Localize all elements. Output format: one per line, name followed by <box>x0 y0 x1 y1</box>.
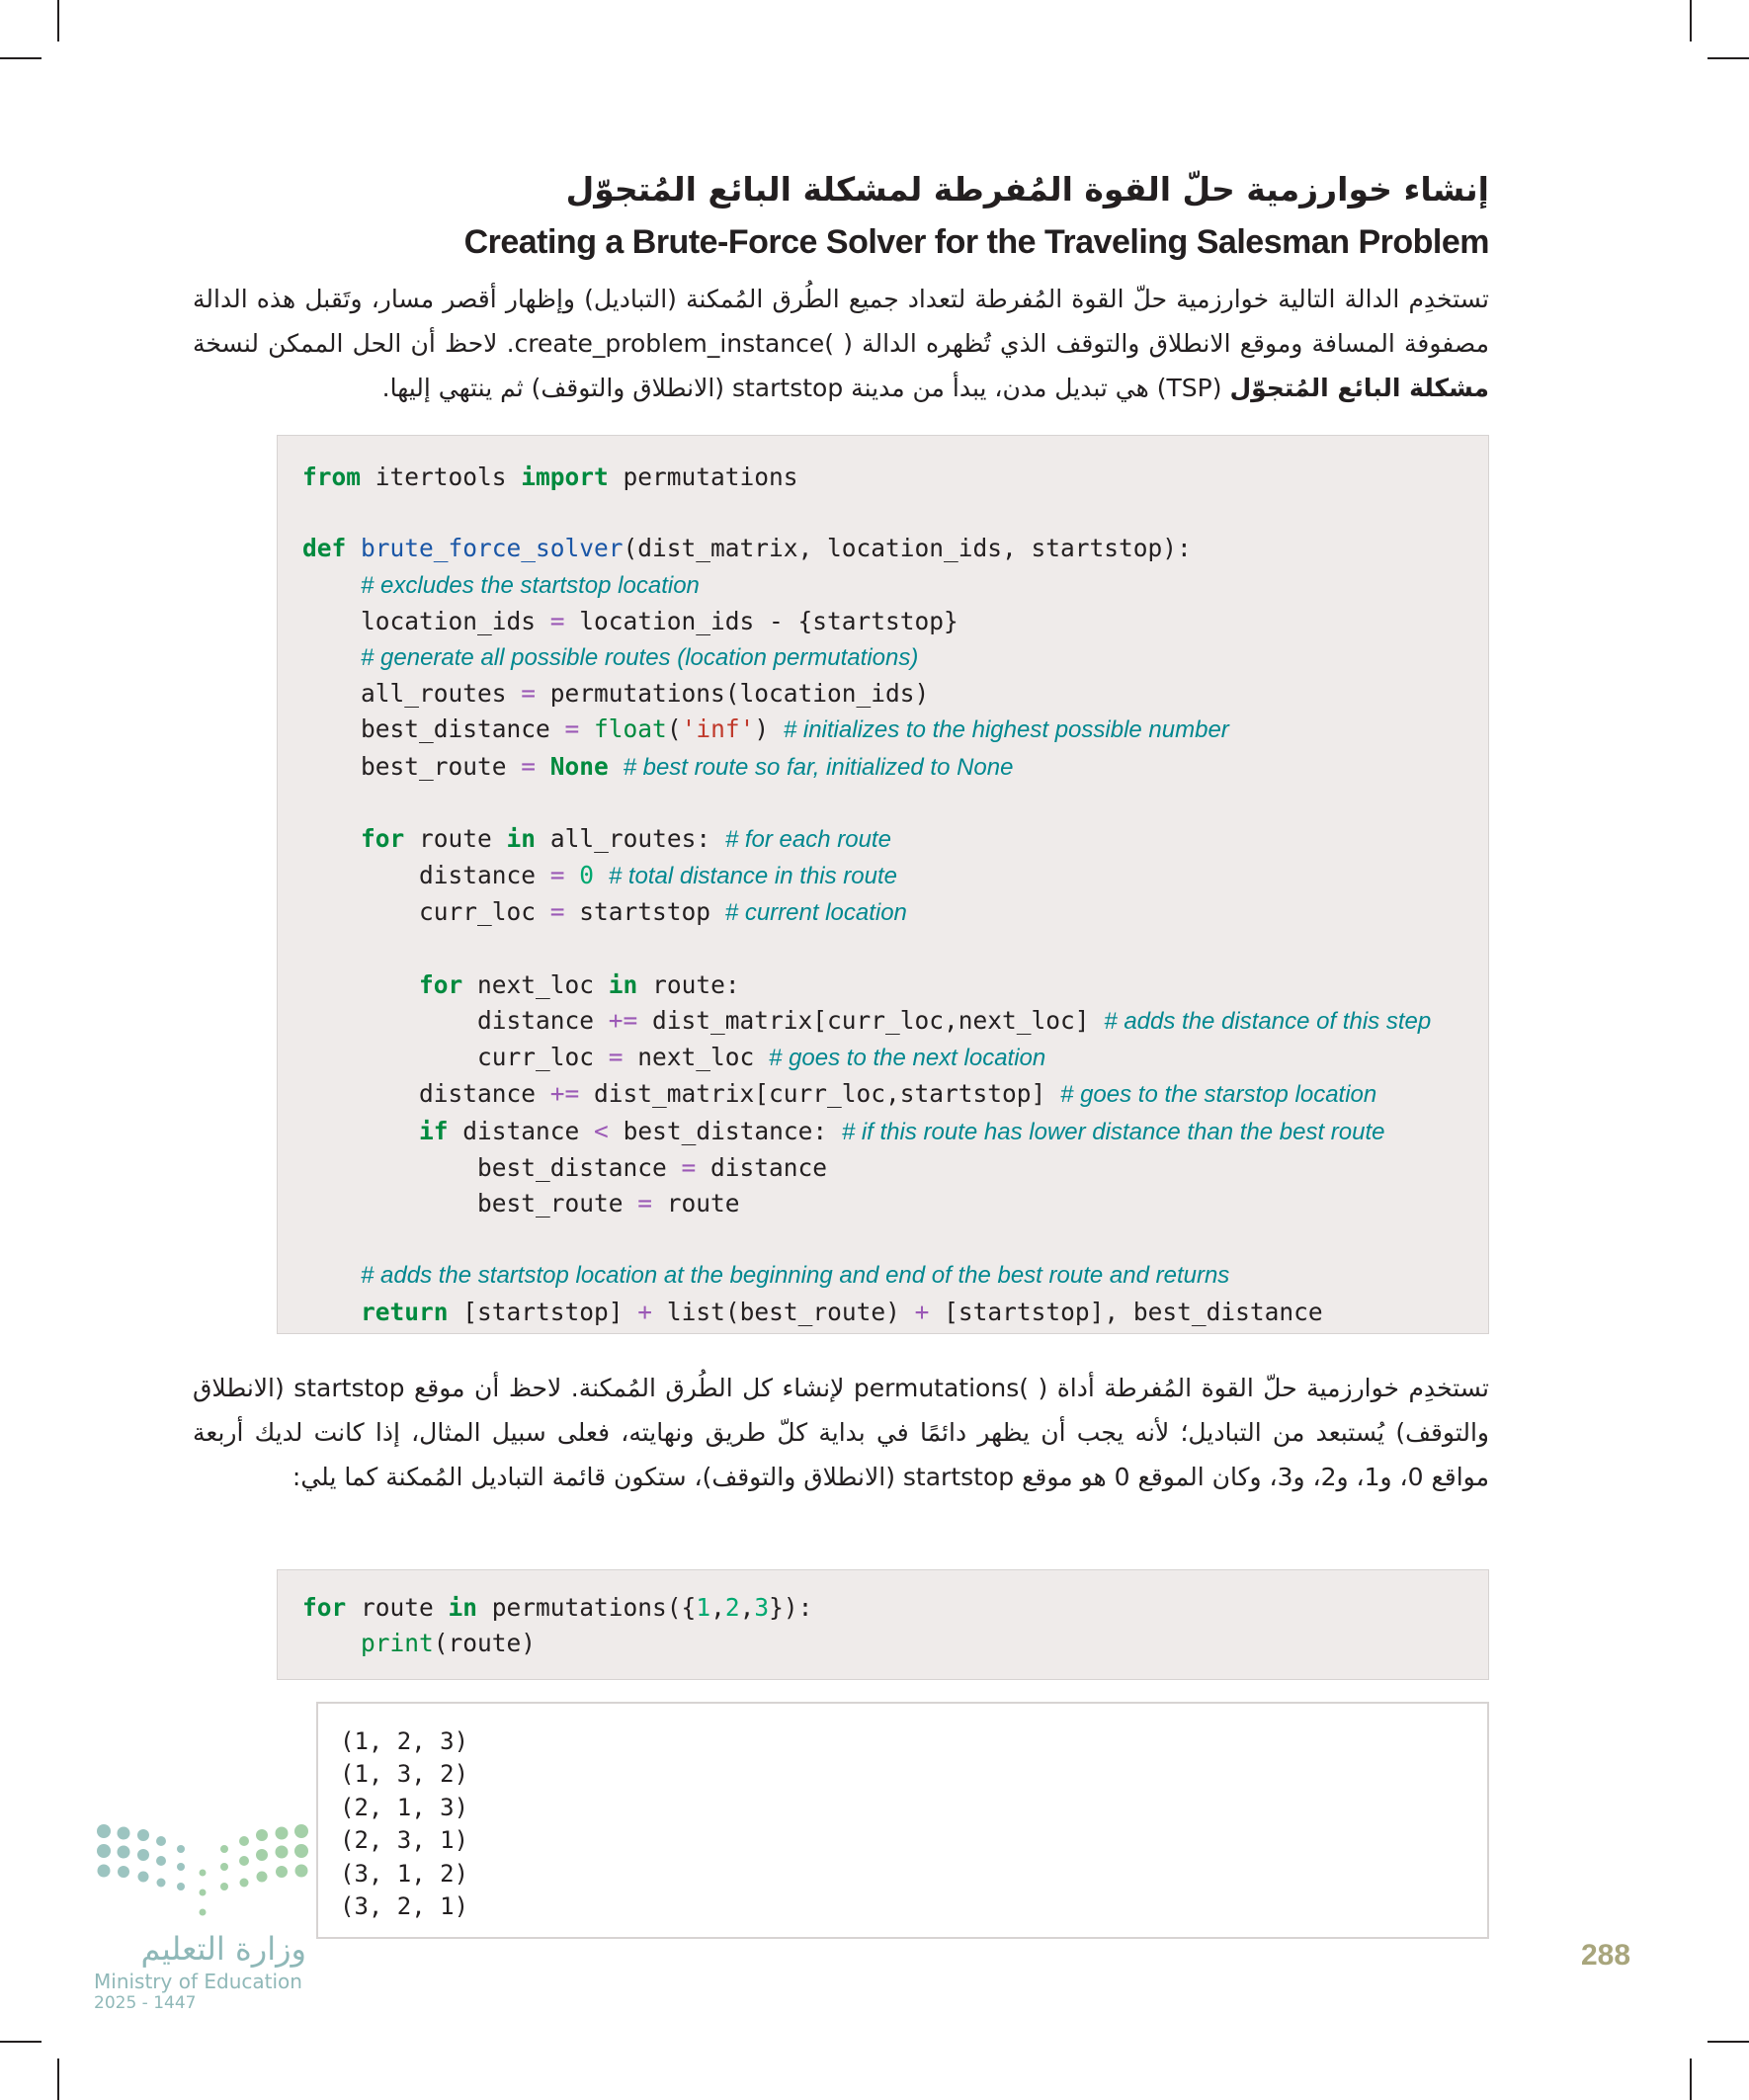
code-comment: # best route so far, initialized to None <box>623 753 1014 781</box>
code-line <box>302 821 1431 858</box>
code-keyword: for <box>302 1593 347 1622</box>
code-text: ) <box>754 714 784 744</box>
code-comment: # excludes the startstop location <box>361 571 700 599</box>
code-text <box>579 714 594 743</box>
code-number: 2 <box>724 1593 740 1622</box>
code-text: location_ids - {startstop} <box>564 606 958 635</box>
code-keyword: def <box>302 534 347 563</box>
code-comment: # generate all possible routes (location permutations) <box>361 644 919 672</box>
logo-dot <box>239 1856 249 1866</box>
code-comment: # for each route <box>724 826 891 854</box>
code-builtin: float <box>594 714 667 744</box>
code-line <box>302 1076 1431 1113</box>
code-text: all_routes <box>302 679 522 709</box>
intro-text-1: تستخدِم الدالة التالية خوارزمية حلّ القوة المُفرطة لتعداد جميع الطُرق المُمكنة (التباديل) وإظهار أقصر مسار، وتَقبل هذه الدالة مصفوفة المسافة وموقع الانطلاق والتوقف الذي تُظهره الدالة ( )create_problem_instance. لاحظ أن الحل الممكن لنسخة <box>193 285 1489 358</box>
code-operator: += <box>549 1079 580 1109</box>
logo-dot <box>294 1844 308 1858</box>
code-text: distance <box>302 1006 609 1036</box>
output-line: (2, 1, 3) <box>340 1793 469 1821</box>
crop-mark <box>1690 2058 1692 2100</box>
code-operator: + <box>637 1297 653 1326</box>
code-text <box>302 970 419 999</box>
logo-dot <box>177 1863 185 1871</box>
code-text: curr_loc <box>302 1043 609 1072</box>
logo-dot <box>118 1827 130 1840</box>
code-comment: # current location <box>724 899 907 927</box>
crop-mark <box>57 0 59 42</box>
code-text: all_routes: <box>536 824 725 854</box>
code-line <box>302 1114 1431 1150</box>
code-operator: = <box>549 606 565 635</box>
output-listing <box>340 1725 468 1923</box>
code-comment: # adds the startstop location at the beginning and end of the best route and returns <box>361 1262 1230 1290</box>
code-text: }): <box>769 1593 813 1622</box>
code-line <box>302 604 1431 639</box>
code-line <box>302 1221 1431 1257</box>
code-keyword: for <box>361 824 405 854</box>
code-comment: # initializes to the highest possible number <box>783 716 1229 744</box>
code-text: distance <box>696 1152 828 1182</box>
logo-dot <box>239 1836 249 1846</box>
code-line <box>302 1040 1431 1076</box>
logo-dot <box>295 1865 308 1878</box>
logo-dot <box>97 1844 111 1858</box>
crop-mark <box>0 2041 42 2043</box>
code-line <box>302 1150 1431 1186</box>
code-text <box>565 861 580 889</box>
logo-dot <box>256 1829 268 1841</box>
code-number: 3 <box>754 1593 770 1622</box>
code-comment: # goes to the next location <box>769 1045 1046 1072</box>
code-text: [startstop], best_distance <box>929 1297 1323 1326</box>
code-line <box>302 1590 812 1626</box>
logo-dot <box>98 1865 111 1878</box>
code-keyword: in <box>448 1593 478 1622</box>
crop-mark <box>57 2058 59 2100</box>
output-block <box>316 1702 1489 1939</box>
code-keyword: in <box>608 969 638 999</box>
code-operator: + <box>914 1297 930 1326</box>
code-line <box>302 1257 1431 1294</box>
logo-dot <box>220 1845 228 1853</box>
code-text <box>609 752 624 781</box>
code-line <box>302 786 1431 821</box>
code-text: itertools <box>361 462 522 491</box>
logo-arabic: وزارة التعليم <box>140 1930 306 1968</box>
logo-dot <box>157 1879 166 1888</box>
code-comment: # goes to the starstop location <box>1060 1081 1377 1109</box>
logo-english: Ministry of Education <box>94 1970 302 1993</box>
logo-dot <box>200 1890 207 1896</box>
code-line <box>302 712 1431 748</box>
english-heading: Creating a Brute-Force Solver for the Traveling Salesman Problem <box>463 223 1489 261</box>
crop-mark <box>0 57 42 59</box>
code-text <box>302 642 361 671</box>
code-text: ( <box>666 714 682 744</box>
code-text: permutations(location_ids) <box>536 679 930 709</box>
code-text: location_ids <box>302 606 550 635</box>
logo-dot <box>118 1846 130 1859</box>
code-line <box>302 967 1431 1003</box>
logo-dot <box>137 1829 149 1841</box>
code-text: dist_matrix[curr_loc,startstop] <box>579 1079 1061 1109</box>
code-text: [startstop] <box>448 1297 638 1326</box>
code-keyword: for <box>419 969 463 999</box>
code-text: startstop <box>564 897 725 927</box>
code-keyword: from <box>302 462 362 491</box>
code-keyword: None <box>549 751 609 781</box>
code-text <box>536 752 550 781</box>
logo-dot <box>276 1866 288 1878</box>
code-text: best_distance <box>302 714 565 744</box>
code-line <box>302 858 1431 894</box>
code-listing <box>302 1590 812 1661</box>
code-text: route <box>652 1189 740 1218</box>
code-line <box>302 1626 812 1661</box>
code-operator: += <box>608 1006 638 1036</box>
code-text: best_route <box>302 751 522 781</box>
code-text: permutations({ <box>477 1593 697 1622</box>
code-text <box>302 1298 361 1326</box>
logo-dot <box>138 1872 149 1883</box>
code-operator: = <box>681 1152 697 1182</box>
logo-dot <box>156 1836 166 1846</box>
code-line <box>302 639 1431 676</box>
code-text <box>302 1260 361 1289</box>
code-line <box>302 495 1431 531</box>
code-operator: = <box>637 1189 653 1218</box>
code-keyword: return <box>361 1297 449 1326</box>
logo-dot <box>276 1827 289 1840</box>
logo-dot <box>256 1849 268 1861</box>
code-operator: = <box>549 861 565 890</box>
intro-paragraph <box>193 277 1489 410</box>
code-operator: = <box>521 679 537 709</box>
code-line <box>302 531 1431 566</box>
code-text: distance <box>302 861 550 890</box>
code-line <box>302 1295 1431 1330</box>
code-text: list(best_route) <box>652 1297 915 1326</box>
code-text: , <box>739 1593 755 1622</box>
code-line <box>302 460 1431 495</box>
logo-year: 2025 - 1447 <box>94 1993 197 2013</box>
code-text: best_route <box>302 1189 638 1218</box>
code-line <box>302 749 1431 786</box>
code-operator: = <box>608 1043 624 1072</box>
code-line <box>302 1003 1431 1040</box>
code-text: route: <box>637 969 740 999</box>
output-line: (3, 2, 1) <box>340 1892 469 1921</box>
logo-dot <box>220 1863 228 1871</box>
logo-dot <box>220 1883 228 1890</box>
code-text: , <box>710 1593 725 1622</box>
code-text: permutations <box>608 462 798 491</box>
code-text: next_loc <box>623 1043 770 1072</box>
code-text: best_distance: <box>608 1116 842 1145</box>
code-line <box>302 676 1431 712</box>
page-number: 288 <box>1581 1939 1631 1972</box>
dots-logo-icon <box>94 1823 311 1922</box>
code-keyword: if <box>419 1116 449 1145</box>
intro-bold-term: مشكلة البائع المُتجوّل <box>1229 374 1489 402</box>
code-text <box>594 861 609 889</box>
code-text <box>346 534 361 562</box>
code-line <box>302 894 1431 931</box>
explanation-paragraph: تستخدِم خوارزمية حلّ القوة المُفرطة أداة ( )permutations لإنشاء كل الطُرق المُمكنة. لاحظ أن موقع startstop (الانطلاق والتوقف) يُستبعد من التباديل؛ لأنه يجب أن يظهر دائمًا في بداية كلّ طريق ونهايته، فعلى سبيل المثال، إذا كانت لديك أربعة مواقع 0، و1، و2، و3، وكان الموقع 0 هو موقع startstop (الانطلاق والتوقف)، ستكون قائمة التباديل المُمكنة كما يلي: <box>193 1374 1490 1491</box>
logo-dot <box>240 1879 249 1888</box>
logo-dot <box>276 1846 289 1859</box>
code-text: next_loc <box>462 969 609 999</box>
code-comment: # total distance in this route <box>608 863 897 890</box>
output-line: (3, 1, 2) <box>340 1859 469 1888</box>
code-text <box>302 570 361 599</box>
code-text: (dist_matrix, location_ids, startstop): <box>623 534 1192 563</box>
ministry-logo <box>94 1823 331 2013</box>
code-listing <box>302 460 1431 1330</box>
code-keyword: in <box>506 824 537 854</box>
output-line: (2, 3, 1) <box>340 1826 469 1855</box>
code-builtin: print <box>361 1629 434 1658</box>
code-comment: # adds the distance of this step <box>1104 1008 1432 1036</box>
logo-dot <box>97 1824 111 1838</box>
code-text <box>302 1117 419 1145</box>
logo-dot <box>137 1849 149 1861</box>
code-text: dist_matrix[curr_loc,next_loc] <box>637 1006 1105 1036</box>
output-line: (1, 2, 3) <box>340 1727 469 1755</box>
code-text: (route) <box>433 1629 537 1658</box>
logo-dot <box>156 1856 166 1866</box>
code-line <box>302 567 1431 604</box>
logo-dot <box>294 1824 308 1838</box>
output-line: (1, 3, 2) <box>340 1760 469 1789</box>
code-text: best_distance <box>302 1152 682 1182</box>
logo-dot <box>177 1883 185 1890</box>
code-text: distance <box>302 1079 550 1109</box>
code-text: route <box>346 1593 449 1622</box>
arabic-heading: إنشاء خوارزمية حلّ القوة المُفرطة لمشكلة البائع المُتجوّل <box>565 170 1489 209</box>
intro-text-2: (TSP) هي تبديل مدن، يبدأ من مدينة startstop (الانطلاق والتوقف) ثم ينتهي إليها. <box>381 374 1222 402</box>
code-text <box>302 1629 361 1657</box>
code-block-solver <box>277 435 1489 1334</box>
code-comment: # if this route has lower distance than the best route <box>841 1118 1385 1145</box>
code-function-name: brute_force_solver <box>361 534 624 563</box>
code-text: distance <box>448 1116 595 1145</box>
code-keyword: import <box>521 462 609 491</box>
code-number: 0 <box>579 861 595 890</box>
code-operator: = <box>564 714 580 744</box>
code-number: 1 <box>696 1593 711 1622</box>
code-operator: = <box>549 897 565 927</box>
code-string: 'inf' <box>681 714 755 744</box>
code-text <box>302 824 361 853</box>
code-block-permutations <box>277 1569 1489 1680</box>
crop-mark <box>1707 57 1749 59</box>
code-operator: = <box>521 751 537 781</box>
code-line <box>302 1186 1431 1221</box>
logo-dot <box>118 1866 129 1878</box>
code-line <box>302 932 1431 967</box>
logo-dot <box>177 1845 185 1853</box>
crop-mark <box>1707 2041 1749 2043</box>
code-text: curr_loc <box>302 897 550 927</box>
logo-dot <box>200 1870 207 1877</box>
code-text: route <box>404 824 507 854</box>
logo-dot <box>200 1909 207 1916</box>
logo-dot <box>257 1872 268 1883</box>
code-operator: < <box>594 1116 609 1145</box>
crop-mark <box>1690 0 1692 42</box>
